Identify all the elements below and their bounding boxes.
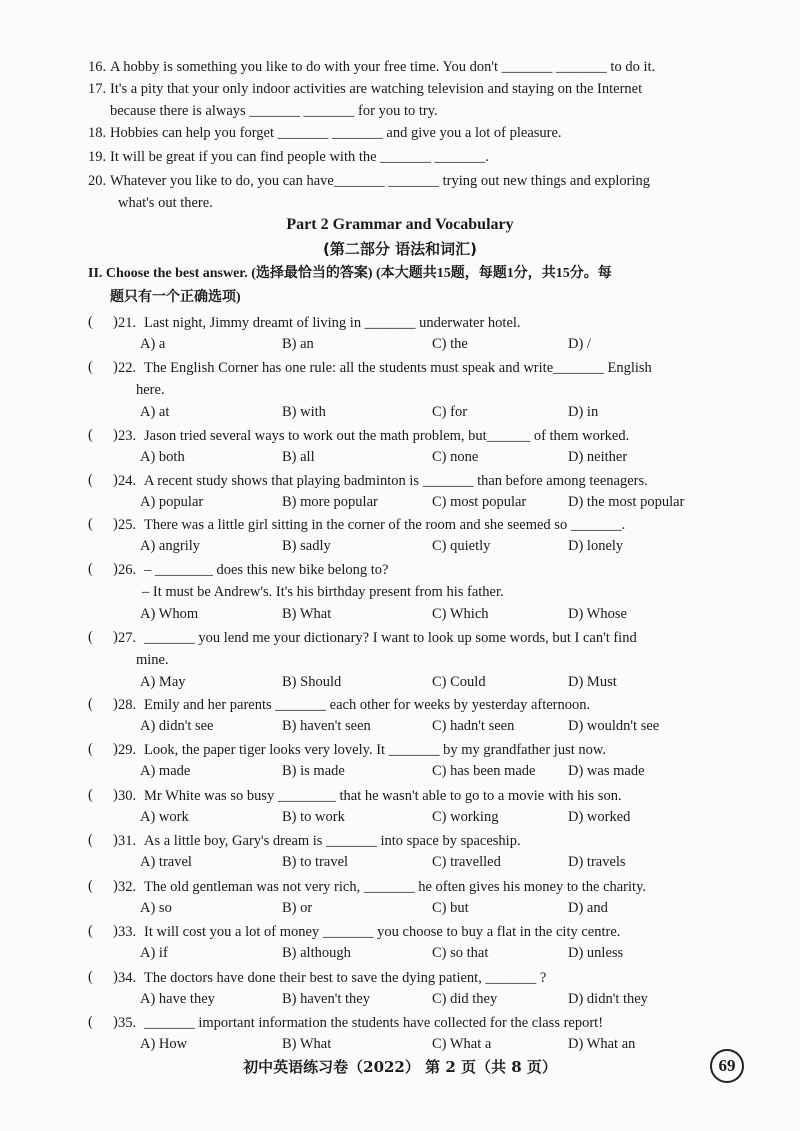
- answer-bracket-right: ): [113, 832, 118, 848]
- option-b: B) more popular: [282, 494, 378, 510]
- question-stem-continued: – It must be Andrew's. It's his birthday present from his father.: [142, 584, 504, 600]
- option-c: C) has been made: [432, 763, 536, 779]
- question-stem: The doctors have done their best to save the dying patient, _______ ?: [144, 970, 547, 986]
- question-number: 25.: [118, 517, 137, 533]
- question-stem: Look, the paper tiger looks very lovely. It _______ by my grandfather just now.: [144, 742, 607, 758]
- option-d: D) unless: [568, 945, 624, 961]
- answer-bracket-left: (: [88, 878, 93, 894]
- answer-bracket-left: (: [88, 629, 93, 645]
- option-b: B) Should: [282, 674, 342, 690]
- question-stem: Emily and her parents _______ each other for weeks by yesterday afternoon.: [144, 697, 591, 713]
- page-footer: 初中英语练习卷（2022） 第 2 页（共 8 页）: [243, 1058, 557, 1076]
- answer-bracket-right: ): [113, 359, 118, 375]
- option-b: B) or: [282, 900, 313, 916]
- question-number: 23.: [118, 428, 137, 444]
- part1-item-text: A hobby is something you like to do with your free time. You don't _______ _______ to do it.: [110, 59, 656, 75]
- part2-title: Part 2 Grammar and Vocabulary: [286, 216, 514, 233]
- question-number: 33.: [118, 924, 137, 940]
- part2-subtitle: (第二部分 语法和词汇): [323, 240, 477, 258]
- option-a: A) didn't see: [140, 718, 214, 734]
- question-stem: Jason tried several ways to work out the math problem, but______ of them worked.: [144, 428, 630, 444]
- option-d: D) Whose: [568, 606, 627, 622]
- option-d: D) Must: [568, 674, 617, 690]
- answer-bracket-right: ): [113, 969, 118, 985]
- option-a: A) if: [140, 945, 168, 961]
- answer-bracket-left: (: [88, 472, 93, 488]
- option-a: A) so: [140, 900, 172, 916]
- question-stem: _______ important information the students have collected for the class report!: [144, 1015, 604, 1031]
- answer-bracket-left: (: [88, 1014, 93, 1030]
- part1-item-text-continued: what's out there.: [118, 195, 213, 211]
- option-d: D) What an: [568, 1036, 636, 1052]
- answer-bracket-left: (: [88, 923, 93, 939]
- option-c: C) so that: [432, 945, 489, 961]
- part1-item-text: Hobbies can help you forget _______ _______ and give you a lot of pleasure.: [110, 125, 562, 141]
- question-stem: A recent study shows that playing badminton is _______ than before among teenagers.: [144, 473, 648, 489]
- option-b: B) What: [282, 1036, 332, 1052]
- answer-bracket-right: ): [113, 741, 118, 757]
- page-number-badge: 69: [710, 1049, 744, 1083]
- question-number: 24.: [118, 473, 137, 489]
- question-number: 27.: [118, 630, 137, 646]
- answer-bracket-right: ): [113, 696, 118, 712]
- option-c: C) Which: [432, 606, 489, 622]
- option-a: A) work: [140, 809, 189, 825]
- option-a: A) made: [140, 763, 191, 779]
- question-stem: It will cost you a lot of money _______ you choose to buy a flat in the city centre.: [144, 924, 621, 940]
- part1-item-text: Whatever you like to do, you can have_______ _______ trying out new things and exploring: [110, 173, 651, 189]
- section-instruction-continued: 题只有一个正确选项): [110, 290, 241, 305]
- option-b: B) haven't seen: [282, 718, 371, 734]
- option-b: B) all: [282, 449, 315, 465]
- question-stem: The English Corner has one rule: all the students must speak and write_______ English: [144, 360, 652, 376]
- option-c: C) What a: [432, 1036, 492, 1052]
- option-a: A) angrily: [140, 538, 200, 554]
- answer-bracket-left: (: [88, 516, 93, 532]
- option-d: D) wouldn't see: [568, 718, 660, 734]
- option-d: D) in: [568, 404, 599, 420]
- question-number: 29.: [118, 742, 137, 758]
- question-number: 21.: [118, 315, 137, 331]
- option-b: B) an: [282, 336, 314, 352]
- part1-item-number: 20.: [88, 173, 107, 189]
- answer-bracket-left: (: [88, 427, 93, 443]
- answer-bracket-right: ): [113, 561, 118, 577]
- option-a: A) Whom: [140, 606, 199, 622]
- answer-bracket-right: ): [113, 878, 118, 894]
- option-c: C) did they: [432, 991, 498, 1007]
- answer-bracket-left: (: [88, 832, 93, 848]
- option-b: B) although: [282, 945, 351, 961]
- option-a: A) have they: [140, 991, 215, 1007]
- option-d: D) and: [568, 900, 608, 916]
- option-c: C) but: [432, 900, 469, 916]
- option-c: C) quietly: [432, 538, 491, 554]
- option-d: D) was made: [568, 763, 645, 779]
- section-instruction: II. Choose the best answer. (选择最恰当的答案) (本大题共15题，每题1分，共15分。每: [88, 266, 612, 281]
- option-c: C) Could: [432, 674, 486, 690]
- question-stem-continued: mine.: [136, 652, 169, 668]
- answer-bracket-left: (: [88, 787, 93, 803]
- answer-bracket-right: ): [113, 923, 118, 939]
- option-a: A) popular: [140, 494, 204, 510]
- question-stem-continued: here.: [136, 382, 165, 398]
- question-stem: There was a little girl sitting in the corner of the room and she seemed so _______.: [144, 517, 626, 533]
- answer-bracket-left: (: [88, 696, 93, 712]
- answer-bracket-right: ): [113, 472, 118, 488]
- option-d: D) neither: [568, 449, 628, 465]
- option-d: D) lonely: [568, 538, 624, 554]
- option-d: D) the most popular: [568, 494, 685, 510]
- answer-bracket-left: (: [88, 969, 93, 985]
- option-c: C) none: [432, 449, 479, 465]
- part1-item-number: 16.: [88, 59, 107, 75]
- answer-bracket-left: (: [88, 359, 93, 375]
- option-d: D) didn't they: [568, 991, 648, 1007]
- option-d: D) worked: [568, 809, 631, 825]
- question-stem: Mr White was so busy ________ that he wasn't able to go to a movie with his son.: [144, 788, 622, 804]
- question-number: 28.: [118, 697, 137, 713]
- option-a: A) at: [140, 404, 170, 420]
- option-a: A) How: [140, 1036, 188, 1052]
- option-d: D) travels: [568, 854, 626, 870]
- answer-bracket-right: ): [113, 1014, 118, 1030]
- answer-bracket-left: (: [88, 561, 93, 577]
- question-number: 30.: [118, 788, 137, 804]
- part1-item-number: 17.: [88, 81, 107, 97]
- part1-item-number: 18.: [88, 125, 107, 141]
- part1-item-text-continued: because there is always _______ _______ for you to try.: [110, 103, 438, 119]
- option-b: B) What: [282, 606, 332, 622]
- answer-bracket-right: ): [113, 787, 118, 803]
- question-stem: _______ you lend me your dictionary? I want to look up some words, but I can't find: [144, 630, 637, 646]
- option-a: A) May: [140, 674, 186, 690]
- answer-bracket-left: (: [88, 314, 93, 330]
- option-a: A) both: [140, 449, 185, 465]
- part1-item-text: It's a pity that your only indoor activities are watching television and staying on the Internet: [110, 81, 643, 97]
- answer-bracket-right: ): [113, 314, 118, 330]
- option-a: A) travel: [140, 854, 192, 870]
- option-b: B) haven't they: [282, 991, 370, 1007]
- question-stem: – ________ does this new bike belong to?: [144, 562, 389, 578]
- option-c: C) working: [432, 809, 499, 825]
- question-stem: The old gentleman was not very rich, _______ he often gives his money to the charity.: [144, 879, 647, 895]
- question-number: 26.: [118, 562, 137, 578]
- question-stem: Last night, Jimmy dreamt of living in _______ underwater hotel.: [144, 315, 521, 331]
- question-number: 22.: [118, 360, 137, 376]
- option-b: B) with: [282, 404, 326, 420]
- option-c: C) travelled: [432, 854, 501, 870]
- part1-item-number: 19.: [88, 149, 107, 165]
- option-c: C) for: [432, 404, 468, 420]
- option-b: B) is made: [282, 763, 345, 779]
- question-number: 31.: [118, 833, 137, 849]
- option-c: C) hadn't seen: [432, 718, 515, 734]
- question-number: 35.: [118, 1015, 137, 1031]
- answer-bracket-right: ): [113, 516, 118, 532]
- answer-bracket-right: ): [113, 629, 118, 645]
- option-b: B) to travel: [282, 854, 349, 870]
- option-b: B) to work: [282, 809, 345, 825]
- answer-bracket-left: (: [88, 741, 93, 757]
- answer-bracket-right: ): [113, 427, 118, 443]
- option-d: D) /: [568, 336, 591, 352]
- option-c: C) most popular: [432, 494, 527, 510]
- question-stem: As a little boy, Gary's dream is _______ into space by spaceship.: [144, 833, 521, 849]
- option-a: A) a: [140, 336, 166, 352]
- question-number: 32.: [118, 879, 137, 895]
- option-b: B) sadly: [282, 538, 331, 554]
- part1-item-text: It will be great if you can find people with the _______ _______.: [110, 149, 489, 165]
- question-number: 34.: [118, 970, 137, 986]
- option-c: C) the: [432, 336, 468, 352]
